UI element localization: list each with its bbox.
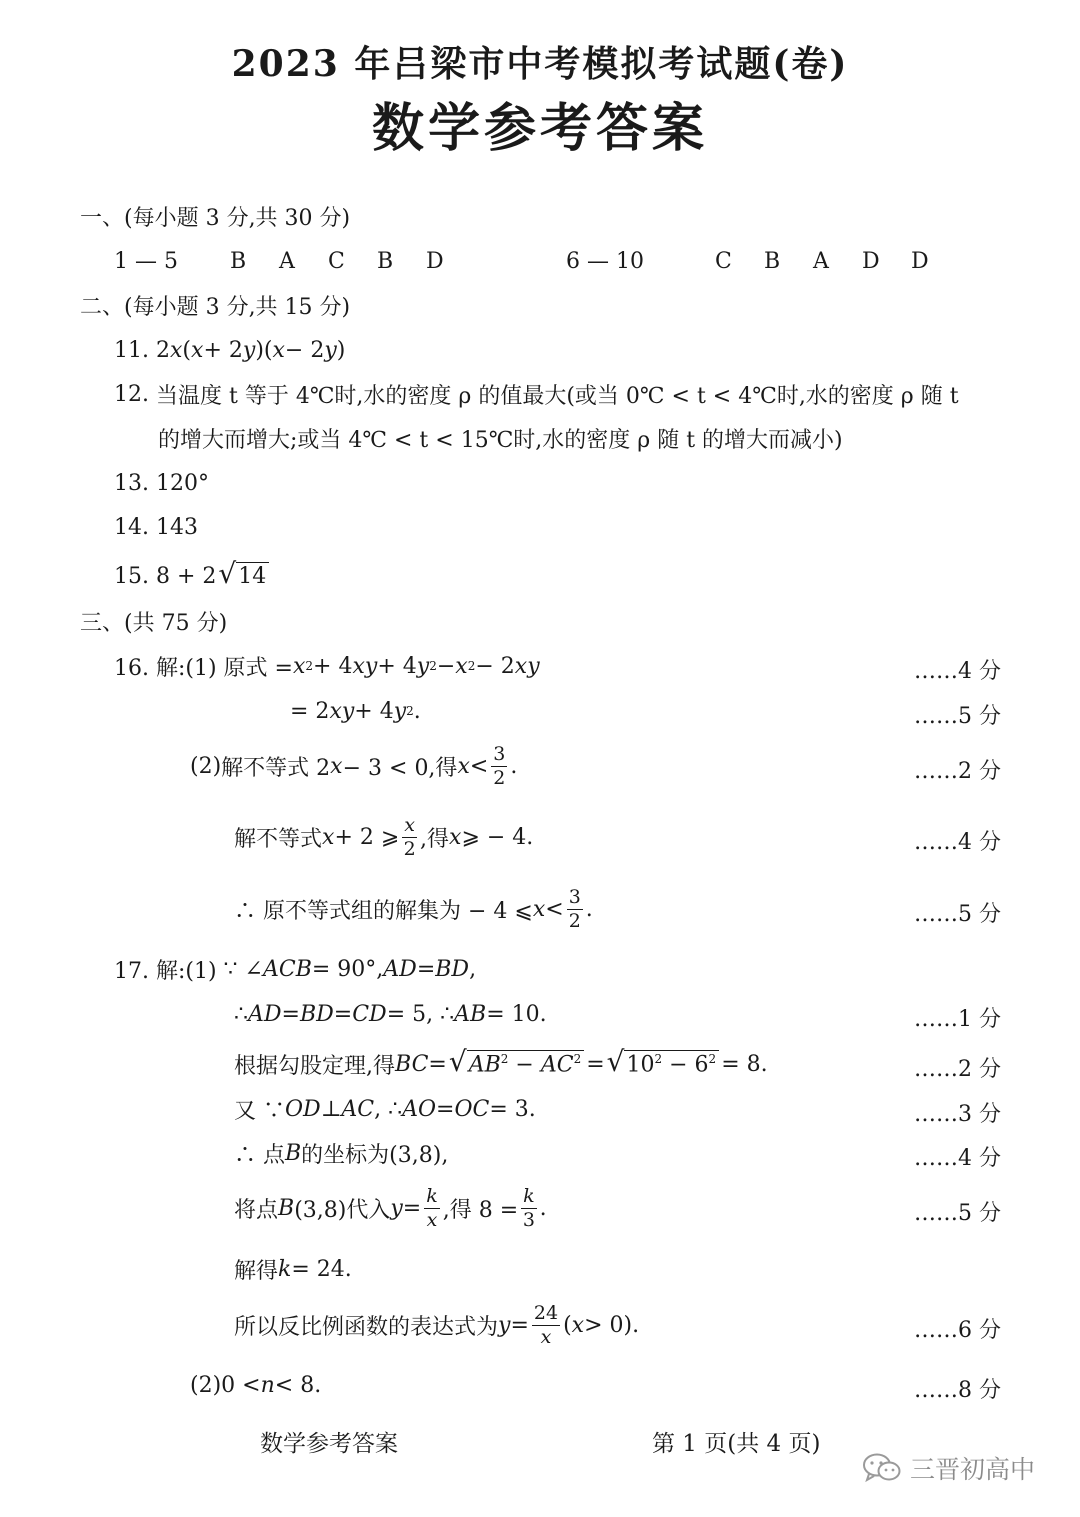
score-mark: ……5 分 — [914, 902, 1001, 927]
score-mark: ……2 分 — [914, 1057, 1001, 1082]
section2-heading: 二、(每小题 3 分,共 15 分) — [80, 294, 351, 320]
q12-answer-line2: 的增大而增大;或当 4℃ < t < 15℃时,水的密度 ρ 随 t 的增大而减小) — [158, 427, 843, 453]
score-mark: ……4 分 — [914, 659, 1001, 684]
fraction: $\frac{k}{3}$ — [522, 1184, 535, 1231]
score-mark: ……2 分 — [914, 759, 1001, 784]
section3-heading: 三、(共 75 分) — [80, 610, 228, 636]
mc-answer: C — [328, 248, 345, 274]
q13-answer: 13. 120° — [114, 470, 209, 496]
q16-part2-step2: 解不等式 x + 2 ⩾ $\frac{x}{2}$ ,得 x ⩾ − 4. — [234, 813, 534, 860]
q17-part2: (2) 0 < n < 8. — [190, 1372, 322, 1398]
score-mark: ……4 分 — [914, 830, 1001, 855]
q17-step2: ∴ AD = BD = CD = 5, ∴ AB = 10. — [234, 1001, 547, 1027]
score-mark: ……5 分 — [914, 1201, 1001, 1226]
mc-answer: C — [715, 248, 732, 274]
q16-step1: 16. 解:(1) 原式 = x 2 + 4 xy + 4 y 2 − x 2 − 2 xy — [114, 653, 540, 681]
mc-answer: B — [377, 248, 394, 274]
mc-range-a: 1 — 5 — [114, 248, 178, 274]
mc-range-b: 6 — 10 — [566, 248, 644, 274]
q17-step1: 17. 解:(1) ∵ ∠ ACB = 90°, AD = BD , — [114, 956, 477, 984]
score-mark: ……5 分 — [914, 704, 1001, 729]
q17-step4: 又 ∵ OD ⊥ AC , ∴ AO = OC = 3. — [234, 1096, 536, 1124]
mc-answer: B — [230, 248, 247, 274]
mc-row — [114, 241, 960, 281]
score-mark: ……4 分 — [914, 1146, 1001, 1171]
q16-step2: = 2 xy + 4 y 2 . — [290, 698, 421, 724]
sqrt-sign: √ $10^2 - 6^2$ — [607, 1050, 720, 1078]
q17-step3: 根据勾股定理,得 BC = √ $AB^2 - AC^2$ = √ $10^2 - 6^2$ = 8. — [234, 1045, 768, 1079]
q17-step7: 解得 k = 24. — [234, 1256, 352, 1284]
mc-answer: A — [279, 248, 295, 274]
fraction: $\frac{24}{x}$ — [533, 1301, 559, 1348]
q16-part2-step3: ∴ 原不等式组的解集为 − 4 ⩽ x < $\frac{3}{2}$ . — [234, 885, 593, 932]
fraction: $\frac{x}{2}$ — [403, 813, 416, 860]
score-mark: ……3 分 — [914, 1102, 1001, 1127]
score-mark: ……1 分 — [914, 1007, 1001, 1032]
mc-answer: D — [911, 248, 929, 274]
fraction: $\frac{3}{2}$ — [493, 742, 506, 789]
mc-answer: B — [764, 248, 781, 274]
footer-left: 数学参考答案 — [260, 1431, 398, 1457]
score-mark: ……8 分 — [914, 1378, 1001, 1403]
watermark-text: 三晋初高中 — [910, 1455, 1036, 1484]
section1-heading: 一、(每小题 3 分,共 30 分) — [80, 205, 351, 231]
mc-answer: D — [862, 248, 880, 274]
watermark — [862, 1450, 1035, 1486]
fraction: $\frac{3}{2}$ — [568, 885, 581, 932]
sqrt-sign: √ $AB^2 - AC^2$ — [449, 1050, 584, 1078]
answer-title: 数学参考答案 — [371, 98, 708, 159]
fraction: $\frac{k}{x}$ — [426, 1184, 438, 1231]
footer-page-number: 第 1 页(共 4 页) — [652, 1431, 821, 1457]
q14-answer: 14. 143 — [114, 514, 198, 540]
q17-step5: ∴ 点 B 的坐标为(3,8), — [234, 1140, 449, 1168]
score-mark: ……6 分 — [914, 1318, 1001, 1343]
q17-step6: 将点 B (3,8)代入 y = $\frac{k}{x}$ ,得 8 = $\frac{k}{3}$ . — [234, 1184, 547, 1231]
wechat-icon — [862, 1452, 902, 1484]
sqrt-sign: √ 14 — [218, 562, 269, 590]
mc-answer: A — [813, 248, 829, 274]
q17-step8: 所以反比例函数的表达式为 y = $\frac{24}{x}$ ( x > 0). — [234, 1301, 640, 1348]
q11-answer: 11. 2 x ( x + 2 y )( x − 2 y ) — [114, 337, 346, 363]
q15-answer: 15. 8 + 2 √ 14 — [114, 556, 271, 596]
exam-title: 2023 年吕梁市中考模拟考试题(卷) — [231, 43, 849, 85]
mc-answer: D — [426, 248, 444, 274]
q12-answer-line1: 12. 当温度 t 等于 4℃时,水的密度 ρ 的值最大(或当 0℃ < t < 4℃时,水的密度 ρ 随 t — [114, 381, 959, 409]
q16-part2-step1: (2) 解不等式 2 x − 3 < 0,得 x < $\frac{3}{2}$ . — [190, 742, 518, 789]
